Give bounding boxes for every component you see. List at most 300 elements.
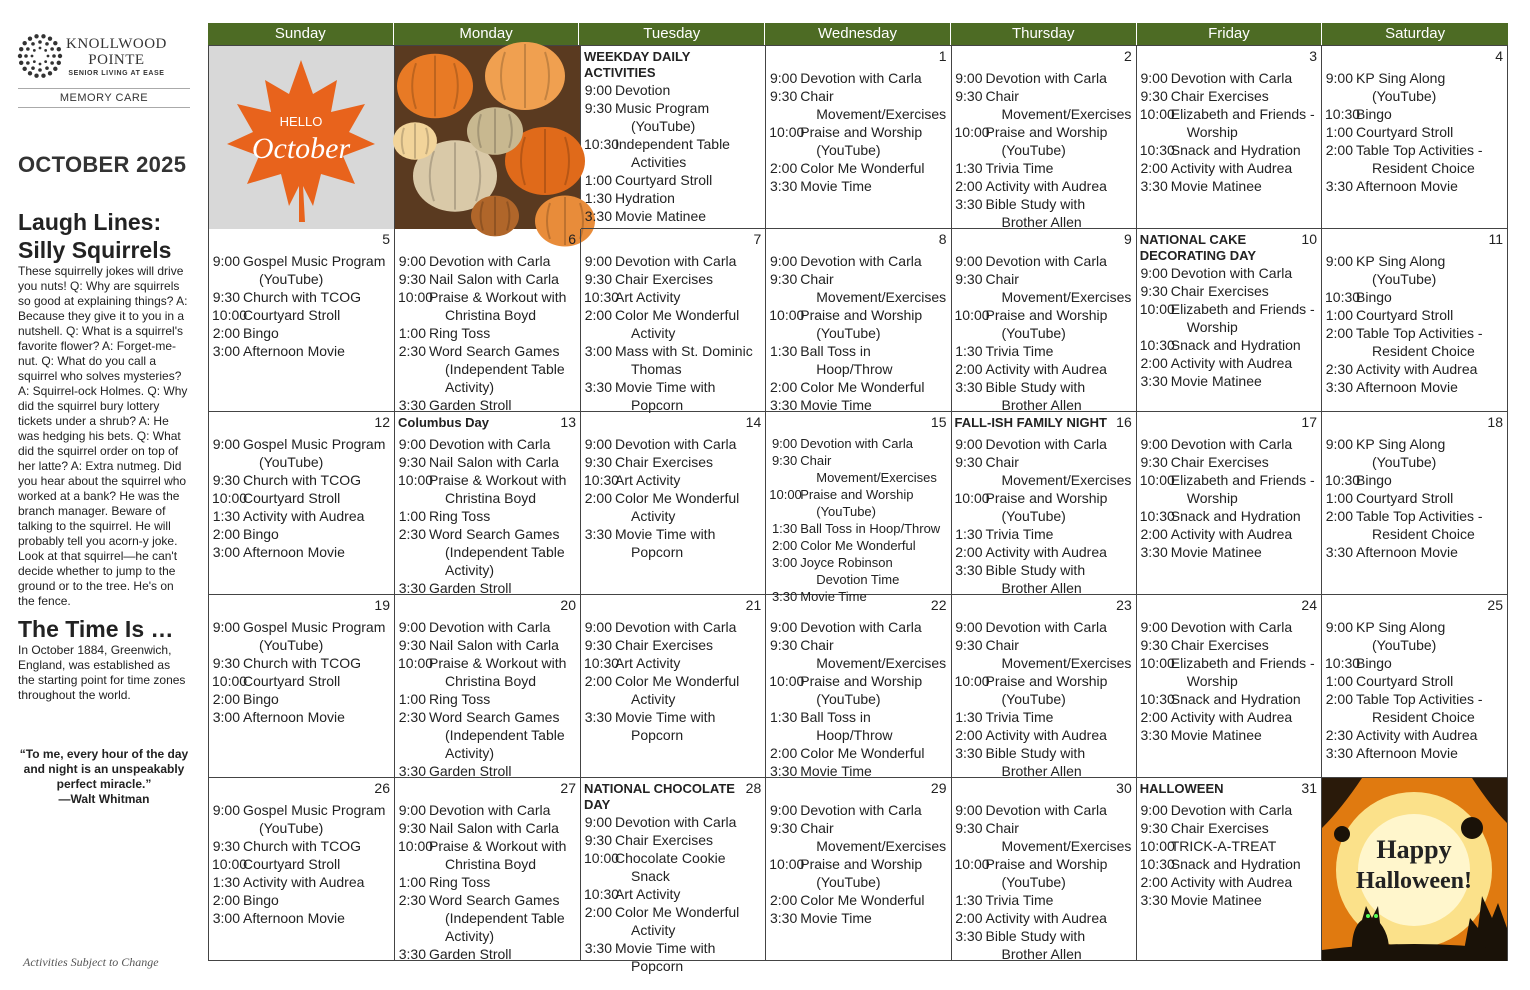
program-label: MEMORY CARE [18,88,190,108]
weekday-saturday: Saturday [1385,25,1446,42]
event-item [1325,378,1504,396]
event-item [769,306,947,342]
event-title: Bible Study with Brother Allen [985,928,1086,962]
sidebar [18,30,190,980]
day-cell-17 [1137,412,1322,595]
event-item [584,672,762,708]
day-cell-29 [766,778,951,961]
day-cell-19 [209,595,395,778]
event-time: 3:30 [584,208,612,224]
event-time: 9:30 [212,289,240,305]
event-time: 9:00 [955,70,983,86]
weekday-wednesday: Wednesday [765,23,951,45]
event-time: 9:00 [1325,436,1353,452]
event-item [212,288,391,306]
event-title: Art Activity [615,655,681,671]
event-item [769,69,947,87]
event-title: Chair Movement/Exercises [985,820,1132,854]
event-time: 10:30 [1139,142,1175,158]
event-time: 3:30 [1325,178,1353,194]
day-cell-14 [581,412,766,595]
event-time: 9:30 [955,88,983,104]
event-title: Devotion with Carla [615,436,737,452]
day-cell-5 [209,229,395,412]
svg-text:Halloween!: Halloween! [1356,868,1472,894]
event-item [1140,453,1318,471]
event-title: Movie Matinee [1170,727,1262,743]
calendar [208,23,1508,974]
event-time: 3:00 [212,544,240,560]
event-time: 2:00 [212,325,240,341]
event-title: Nail Salon with Carla [429,271,559,287]
event-time: 9:00 [212,436,240,452]
event-time: 2:00 [1140,874,1168,890]
event-title: Trivia Time [985,892,1054,908]
event-title: Praise and Worship (YouTube) [800,124,923,158]
event-time: 9:30 [398,820,426,836]
event-time: 9:00 [584,436,612,452]
event-item [769,270,947,306]
day-number: 21 [745,597,762,613]
event-title: Color Me Wonderful Activity [615,490,740,524]
event-title: Praise and Worship (YouTube) [985,856,1108,890]
event-title: Ring Toss [429,874,491,890]
event-title: Chair Exercises [1170,283,1269,299]
event-time: 9:00 [584,619,612,635]
day-number: 28 [745,780,762,796]
event-time: 1:30 [955,892,983,908]
event-title: Praise and Worship (YouTube) [800,487,914,519]
event-item [955,87,1133,123]
event-time: 3:30 [584,526,612,542]
event-time: 10:00 [584,850,620,866]
event-time: 2:30 [398,709,426,725]
event-time: 10:00 [769,487,802,502]
event-item [955,636,1133,672]
happy-halloween-art-icon [1322,778,1507,961]
event-time: 2:00 [955,361,983,377]
event-time: 2:00 [584,673,612,689]
event-title: Elizabeth and Friends - Worship [1170,655,1315,689]
event-title: Courtyard Stroll [1356,673,1454,689]
day-cell-20 [395,595,581,778]
event-time: 10:00 [769,307,805,323]
event-title: Chair Movement/Exercises [985,88,1132,122]
event-time: 10:30 [584,136,620,152]
event-item [769,159,947,177]
event-item [1140,543,1318,561]
day-cell-16 [952,412,1137,595]
event-item [212,525,391,543]
event-time: 9:30 [770,637,798,653]
event-time: 10:30 [1325,655,1361,671]
event-item [1325,618,1504,654]
event-title: Activity with Audrea [1170,355,1293,371]
event-item [584,342,762,378]
event-title: Devotion with Carla [429,619,551,635]
event-title: Bingo [1356,655,1392,671]
event-title: Activity with Audrea [985,178,1107,194]
event-title: Courtyard Stroll [615,172,713,188]
event-time: 9:30 [1140,88,1168,104]
event-item [955,123,1133,159]
event-item [212,618,391,654]
special-event: NATIONAL CHOCOLATE DAY [584,781,735,812]
event-title: Gospel Music Program (YouTube) [243,802,386,836]
event-item [1325,177,1504,195]
logo-name-line1: KNOLLWOOD [66,35,167,52]
event-time: 2:00 [770,160,798,176]
event-time: 9:30 [955,637,983,653]
day-number: 26 [374,780,390,796]
event-time: 10:00 [769,856,805,872]
event-time: 2:30 [1325,361,1353,377]
day-number: 2 [1123,48,1132,64]
event-title: Gospel Music Program (YouTube) [243,436,386,470]
event-time: 2:00 [584,490,612,506]
event-title: Praise and Worship (YouTube) [800,856,923,890]
event-title: Movie Time [800,763,872,779]
event-title: Table Top Activities - Resident Choice [1356,691,1483,725]
event-item [955,708,1133,726]
event-item [398,690,577,708]
event-time: 10:30 [584,472,620,488]
day-cell-21 [581,595,766,778]
event-title: Color Me Wonderful Activity [615,307,740,341]
event-item [955,69,1133,87]
event-title: Devotion with Carla [800,253,922,269]
event-title: Bible Study with Brother Allen [985,562,1086,596]
event-item [1325,105,1504,123]
event-title: Devotion with Carla [429,802,551,818]
event-time: 9:30 [398,271,426,287]
event-title: Activity with Audrea [243,874,365,890]
event-time: 2:00 [1140,526,1168,542]
event-title: Trivia Time [985,709,1054,725]
event-time: 9:30 [771,453,798,468]
event-item [955,891,1133,909]
event-time: 1:00 [1325,124,1353,140]
event-title: Church with TCOG [243,472,361,488]
event-time: 3:30 [955,745,983,761]
event-item [1325,471,1504,489]
event-title: Garden Stroll [429,946,512,962]
event-item [212,507,391,525]
day-cell-10 [1137,229,1322,412]
event-title: Devotion with Carla [1170,265,1293,281]
day-cell-31 [1137,778,1322,961]
event-item [212,708,391,726]
event-time: 2:00 [212,691,240,707]
event-title: Chair Exercises [1170,820,1269,836]
event-title: Bible Study with Brother Allen [985,379,1086,413]
event-time: 3:30 [398,763,426,779]
day-cell-11 [1322,229,1508,412]
event-item [1140,837,1318,855]
event-item [769,672,947,708]
event-item [584,813,762,831]
time-title: The Time Is … [18,616,174,642]
event-title: Chair Exercises [615,454,714,470]
weekday-monday: Monday [394,23,580,45]
event-title: Church with TCOG [243,289,361,305]
event-title: Art Activity [615,289,681,305]
event-time: 9:00 [1140,802,1168,818]
event-title: Afternoon Movie [1356,544,1458,560]
event-title: Snack and Hydration [1170,508,1301,524]
event-item [584,618,762,636]
event-time: 1:00 [1325,673,1353,689]
event-title: Elizabeth and Friends - Worship [1170,106,1315,140]
event-title: Ring Toss [429,691,491,707]
event-item [584,171,762,189]
event-title: Ball Toss in Hoop/Throw [800,709,893,743]
event-time: 10:00 [1139,655,1175,671]
event-time: 9:00 [955,253,983,269]
event-title: Independent Table Activities [615,136,730,170]
event-item [398,945,577,963]
weekday-activities-cell [581,46,766,229]
event-title: Chair Movement/Exercises [800,271,947,305]
day-number: 22 [930,597,947,613]
event-item [1140,69,1318,87]
event-item [769,618,947,636]
event-title: Chair Movement/Exercises [800,453,937,485]
day-number: 12 [374,414,390,430]
event-title: Word Search Games (Independent Table Activity) [429,526,565,578]
day-number: 25 [1487,597,1503,613]
event-item [1140,264,1318,282]
event-time: 2:00 [1325,691,1353,707]
event-item [584,654,762,672]
day-cell-3 [1137,46,1322,229]
event-time: 10:00 [398,655,434,671]
event-title: Color Me Wonderful [800,892,925,908]
event-time: 10:30 [1325,106,1361,122]
event-title: Movie Time with Popcorn [615,940,716,974]
event-time: 1:30 [955,160,983,176]
quote [18,747,190,807]
event-time: 1:00 [398,874,426,890]
event-time: 2:00 [955,544,983,560]
event-item [955,726,1133,744]
event-time: 2:00 [212,526,240,542]
event-title: Devotion with Carla [615,814,737,830]
weekday-friday: Friday [1137,23,1323,45]
event-title: Afternoon Movie [243,709,345,725]
event-item [955,177,1133,195]
event-title: Activity with Audrea [1170,160,1293,176]
event-time: 9:00 [212,253,240,269]
event-item [769,378,947,396]
event-time: 10:00 [398,472,434,488]
event-time: 10:00 [954,673,990,689]
event-item [1325,123,1504,141]
event-time: 9:30 [212,472,240,488]
event-time: 10:30 [1139,508,1175,524]
event-item [1325,654,1504,672]
event-item [769,855,947,891]
event-item [584,453,762,471]
event-title: Devotion with Carla [800,619,922,635]
event-title: Chair Exercises [615,832,714,848]
event-time: 3:00 [584,343,612,359]
event-title: Praise and Worship (YouTube) [800,307,923,341]
event-title: Snack and Hydration [1170,856,1301,872]
day-number: 20 [560,597,576,613]
event-time: 10:30 [584,289,620,305]
event-title: Nail Salon with Carla [429,637,559,653]
event-title: Devotion with Carla [1170,70,1293,86]
event-title: KP Sing Along (YouTube) [1356,70,1446,104]
event-time: 10:30 [1325,472,1361,488]
event-item [584,435,762,453]
event-item [1140,159,1318,177]
event-item [1325,306,1504,324]
event-title: Devotion with Carla [800,436,913,451]
event-item [1140,690,1318,708]
event-time: 2:00 [955,910,983,926]
event-title: Chair Movement/Exercises [800,820,947,854]
event-time: 9:30 [1140,637,1168,653]
logo-dots-icon [18,34,62,78]
event-title: Chair Exercises [615,637,714,653]
event-item [1140,618,1318,636]
event-item [1140,282,1318,300]
event-item [584,135,762,171]
event-title: Afternoon Movie [1356,178,1458,194]
event-time: 9:30 [398,454,426,470]
quote-text: “To me, every hour of the day and night is an unspeakably perfect miracle.” [19,747,189,791]
event-title: Devotion with Carla [1170,619,1293,635]
event-item [212,654,391,672]
event-time: 3:00 [212,910,240,926]
event-time: 9:00 [770,70,798,86]
event-time: 1:30 [771,521,798,536]
event-title: Chair Exercises [615,271,714,287]
event-title: Art Activity [615,472,681,488]
event-title: Courtyard Stroll [243,673,341,689]
event-title: Praise & Workout with Christina Boyd [429,838,567,872]
event-item [1325,690,1504,726]
event-time: 2:00 [770,379,798,395]
day-number: 29 [930,780,947,796]
day-cell-7 [581,229,766,412]
calendar-image-pumpkins-photo [395,46,581,229]
event-time: 1:00 [1325,490,1353,506]
event-time: 9:00 [771,436,798,451]
event-time: 10:30 [1139,337,1175,353]
event-title: Bible Study with Brother Allen [985,745,1086,779]
event-time: 3:30 [955,379,983,395]
event-title: Ring Toss [429,325,491,341]
day-cell-1 [766,46,951,229]
event-item [584,939,762,975]
day-number: 13 [560,414,576,430]
event-time: 3:30 [955,928,983,944]
event-item [955,819,1133,855]
event-item [1325,141,1504,177]
day-number: 27 [560,780,576,796]
event-title: Garden Stroll [429,580,512,596]
event-item [212,342,391,360]
event-item [769,342,947,378]
event-item [769,537,947,554]
event-title: Trivia Time [985,526,1054,542]
event-title: Movie Time [800,589,867,604]
event-item [398,342,577,396]
event-item [1140,372,1318,390]
event-time: 9:00 [1140,265,1168,281]
event-time: 9:00 [212,619,240,635]
weekday-tuesday: Tuesday [579,23,765,45]
event-time: 9:00 [1140,436,1168,452]
event-time: 1:30 [955,343,983,359]
event-title: Devotion [615,82,671,98]
weekday-header [208,23,1508,45]
svg-text:October: October [251,132,351,165]
jokes-text: These squirrelly jokes will drive you nuts! Q: Why are squirrels so good at explaining things? A: Because they give it to you in a nutshell. Q: What is a squirrel's favorite flower? A: Forget-me-nut. Q: What do you call a squirrel who solves mysteries? A: Squirrel-ock Holmes. Q: Why did the squirrel bury lottery tickets under a shrub? A: He was hedging his bets. Q: What did the squirrel order on top of her latte? A: Extra nutmeg. Did you hear about the squirrel who worked at a bank? He was the branch manager. Beware of talking to the squirrel. He will probably tell you acorn-y joke. Look at that squirrel—he can't decide whether to jump to the ground or to the tree. He's on the fence. [18,264,188,608]
event-time: 9:30 [955,271,983,287]
event-time: 3:30 [584,940,612,956]
event-title: Movie Time with Popcorn [615,379,716,413]
logo-tagline: SENIOR LIVING AT EASE [68,69,165,77]
special-event: HALLOWEEN [1139,781,1224,796]
event-time: 9:00 [770,619,798,635]
event-title: Activity with Audrea [1356,727,1478,743]
event-time: 9:30 [770,820,798,836]
event-item [1140,525,1318,543]
event-time: 2:00 [1140,355,1168,371]
event-item [584,288,762,306]
event-item [1140,654,1318,690]
event-item [769,252,947,270]
event-title: Chocolate Cookie Snack [615,850,726,884]
time-text: In October 1884, Greenwich, England, was established as the starting point for time zones throughout the world. [18,643,186,702]
event-time: 9:30 [1140,820,1168,836]
event-time: 2:00 [584,307,612,323]
event-item [769,123,947,159]
day-number: 4 [1495,48,1503,64]
event-item [769,177,947,195]
event-title: Praise and Worship (YouTube) [985,307,1108,341]
logo [18,30,190,82]
day-number: 31 [1301,780,1317,796]
event-item [584,489,762,525]
event-time: 3:30 [1140,544,1168,560]
day-number: 10 [1301,231,1317,247]
event-time: 10:00 [954,307,990,323]
event-time: 10:00 [212,856,248,872]
day-cell-8 [766,229,951,412]
event-time: 3:30 [1325,745,1353,761]
event-time: 10:30 [584,886,620,902]
event-title: Afternoon Movie [243,343,345,359]
event-item [584,252,762,270]
event-time: 1:30 [955,709,983,725]
event-item [398,324,577,342]
event-time: 3:30 [584,379,612,395]
event-item [955,561,1133,597]
event-item [584,189,762,207]
event-item [212,855,391,873]
event-item [955,306,1133,342]
day-cell-30 [952,778,1137,961]
event-item [398,435,577,453]
event-time: 2:00 [955,178,983,194]
event-time: 10:30 [584,655,620,671]
event-title: Devotion with Carla [429,436,551,452]
